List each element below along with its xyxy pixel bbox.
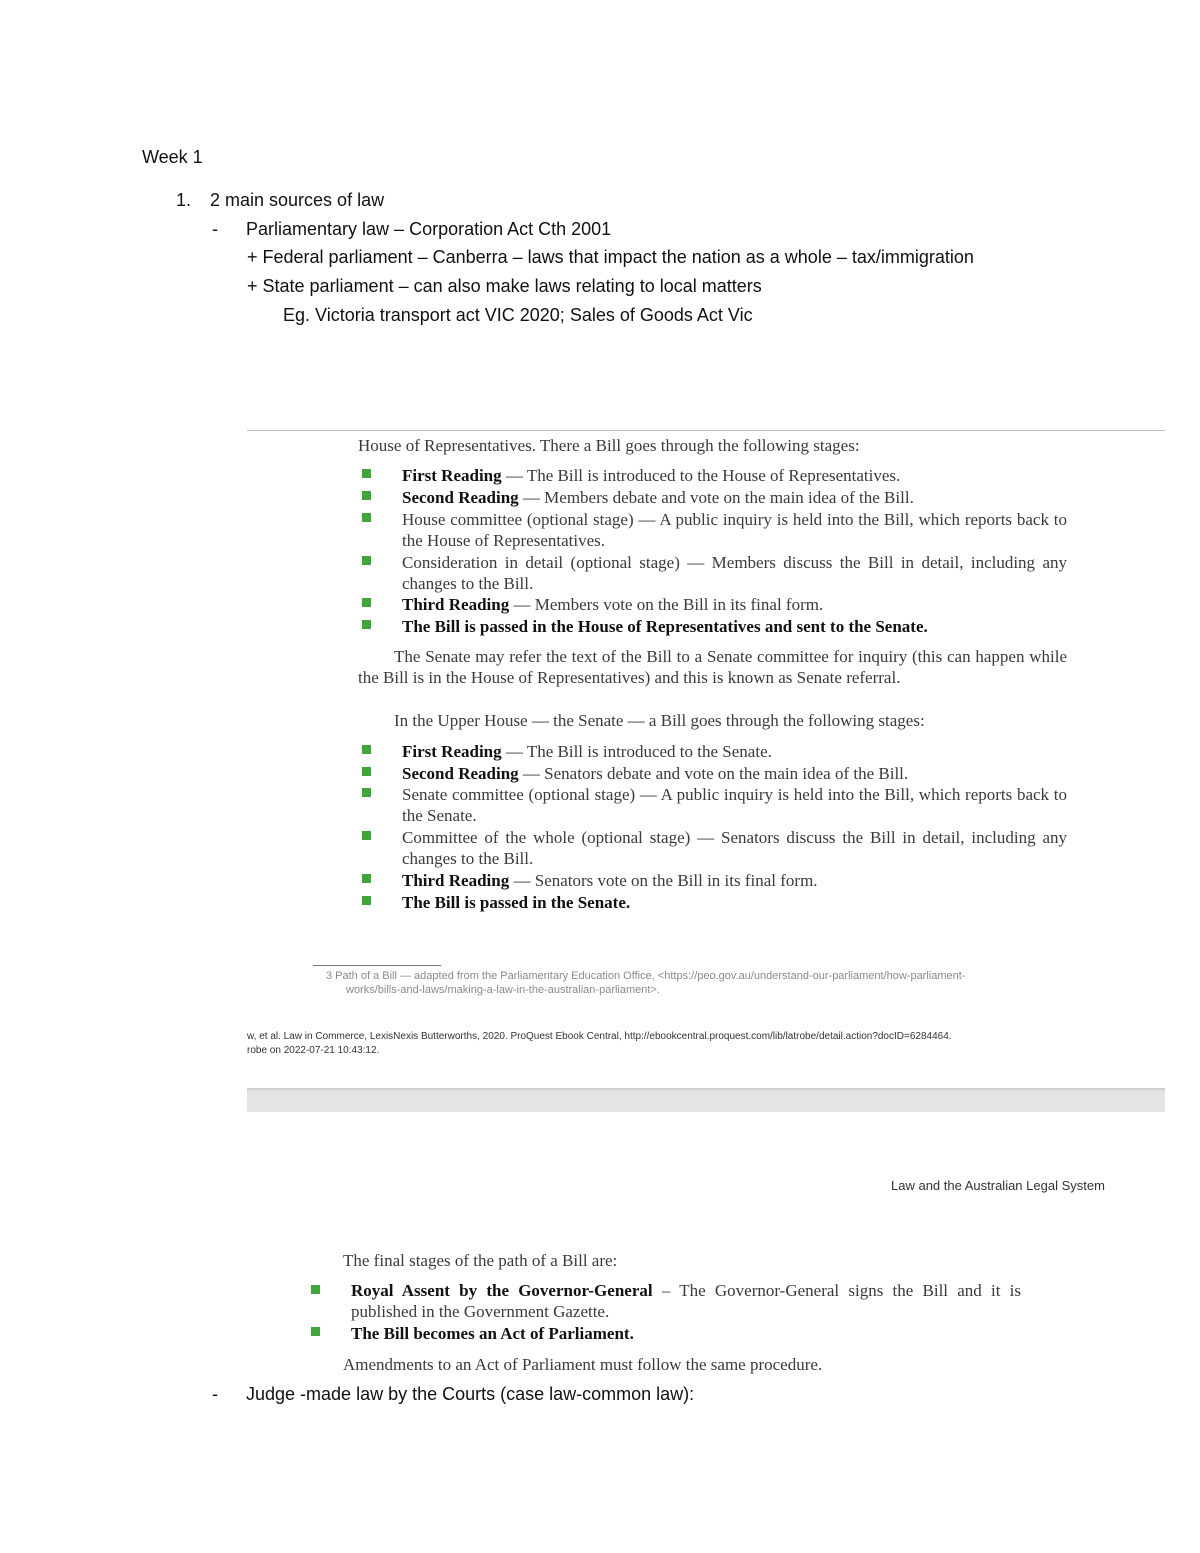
stage-title: The Bill is passed in the House of Representatives and sent to the Senate.	[402, 617, 928, 636]
federal-note: + Federal parliament – Canberra – laws that impact the nation as a whole – tax/immigration	[247, 247, 974, 267]
stage-title: First Reading	[402, 466, 502, 485]
dash-marker: -	[212, 1384, 218, 1404]
stage-text: Senate committee (optional stage) — A public inquiry is held into the Bill, which reports back to the Senate.	[402, 785, 1067, 825]
stage-text: — Senators vote on the Bill in its final form.	[509, 871, 818, 890]
footnote-line-1: 3 Path of a Bill — adapted from the Parliamentary Education Office, <https://peo.gov.au/understand-our-parliament/how-parliament-	[326, 970, 966, 982]
green-bullet-icon	[362, 491, 371, 500]
green-bullet-icon	[362, 896, 371, 905]
green-bullet-icon	[362, 767, 371, 776]
green-bullet-icon	[362, 620, 371, 629]
example-note: Eg. Victoria transport act VIC 2020; Sales of Goods Act Vic	[283, 305, 753, 325]
green-bullet-icon	[311, 1327, 320, 1336]
green-bullet-icon	[362, 788, 371, 797]
final-stages-intro: The final stages of the path of a Bill are:	[343, 1251, 618, 1270]
stage-title: Second Reading	[402, 488, 519, 507]
sub-item-parliamentary	[212, 218, 611, 240]
green-bullet-icon	[362, 745, 371, 754]
week-heading: Week 1	[142, 147, 203, 167]
footnote-rule	[313, 965, 441, 966]
stage-title: First Reading	[402, 742, 502, 761]
green-bullet-icon	[362, 556, 371, 565]
citation-line-1: w, et al. Law in Commerce, LexisNexis Butterworths, 2020. ProQuest Ebook Central, http://ebookcentral.proquest.com/lib/latrobe/detail.action?docID=6284464.	[247, 1031, 952, 1042]
green-bullet-icon	[362, 469, 371, 478]
stage-text: House committee (optional stage) — A public inquiry is held into the Bill, which reports back to the House of Representatives.	[402, 510, 1067, 550]
list-item-1	[176, 189, 384, 211]
stage-text: — Senators debate and vote on the main idea of the Bill.	[518, 764, 909, 783]
dash-marker: -	[212, 219, 218, 239]
sub-item-text: Judge -made law by the Courts (case law-common law):	[246, 1384, 695, 1404]
amendments-note: Amendments to an Act of Parliament must follow the same procedure.	[343, 1355, 823, 1374]
stage-text: — The Bill is introduced to the Senate.	[501, 742, 772, 761]
upper-house-intro: In the Upper House — the Senate — a Bill goes through the following stages:	[394, 711, 925, 730]
green-bullet-icon	[362, 874, 371, 883]
sub-item-text: Parliamentary law – Corporation Act Cth 2001	[246, 219, 612, 239]
senate-referral-paragraph: The Senate may refer the text of the Bill to a Senate committee for inquiry (this can happen while the Bill is in the House of Representatives) and this is known as Senate referral.	[358, 647, 1067, 687]
running-head: Law and the Australian Legal System	[891, 1178, 1105, 1193]
stage-text: Committee of the whole (optional stage) — Senators discuss the Bill in detail, including any changes to the Bill.	[402, 828, 1067, 868]
stage-text: Consideration in detail (optional stage) — Members discuss the Bill in detail, including any changes to the Bill.	[402, 553, 1067, 593]
citation-line-2: robe on 2022-07-21 10:43:12.	[247, 1045, 380, 1056]
stage-text: — Members debate and vote on the main idea of the Bill.	[518, 488, 914, 507]
green-bullet-icon	[362, 831, 371, 840]
list-item-text: 2 main sources of law	[210, 190, 385, 210]
sub-item-judge-made	[212, 1383, 694, 1405]
state-note: + State parliament – can also make laws relating to local matters	[247, 276, 762, 296]
page-separator	[247, 1088, 1165, 1112]
stage-title: Third Reading	[402, 595, 510, 614]
excerpt-top-rule	[247, 430, 1165, 431]
footnote-line-2: works/bills-and-laws/making-a-law-in-the-australian-parliament>.	[346, 984, 660, 996]
green-bullet-icon	[311, 1285, 320, 1294]
stage-title: Third Reading	[402, 871, 510, 890]
stage-text: — The Bill is introduced to the House of Representatives.	[501, 466, 901, 485]
list-number: 1.	[176, 190, 192, 210]
house-intro: House of Representatives. There a Bill goes through the following stages:	[358, 436, 860, 455]
stage-title: The Bill becomes an Act of Parliament.	[351, 1324, 634, 1343]
green-bullet-icon	[362, 598, 371, 607]
stage-text: – The Governor-General signs the Bill and it is published in the Government Gazette.	[351, 1281, 1022, 1321]
stage-title: The Bill is passed in the Senate.	[402, 893, 631, 912]
green-bullet-icon	[362, 513, 371, 522]
stage-title: Second Reading	[402, 764, 519, 783]
stage-text: — Members vote on the Bill in its final form.	[509, 595, 824, 614]
stage-title: Royal Assent by the Governor-General	[351, 1281, 653, 1300]
